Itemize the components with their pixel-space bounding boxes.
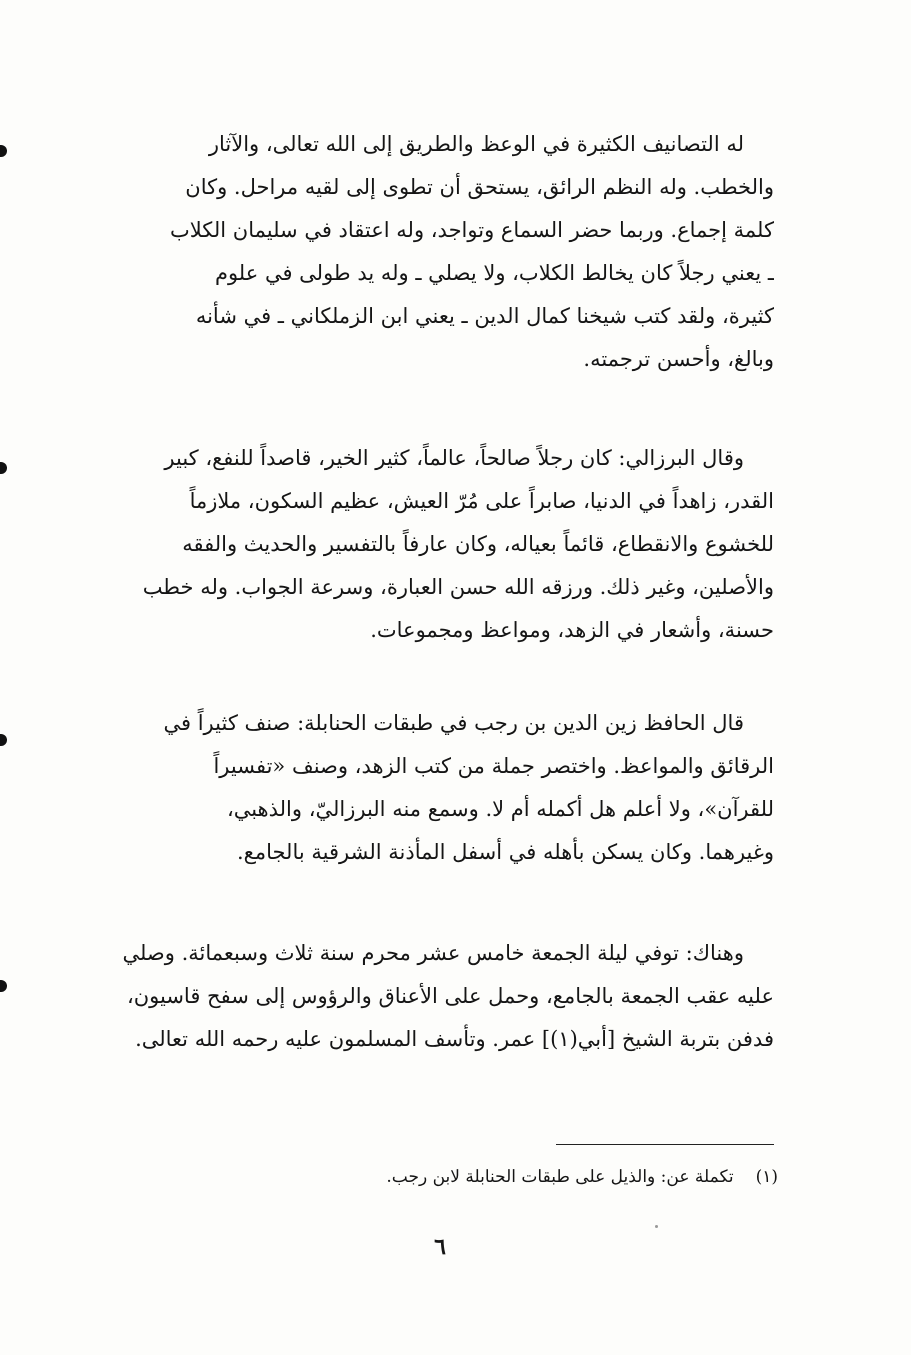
- text-line: قال الحافظ زين الدين بن رجب في طبقات الحنابلة: صنف كثيراً في: [163, 711, 744, 735]
- paragraph-2: [112, 437, 774, 652]
- page-number: ٦: [434, 1234, 446, 1260]
- text-line: كثيرة، ولقد كتب شيخنا كمال الدين ـ يعني ابن الزملكاني ـ في شأنه: [195, 304, 774, 328]
- binding-mark: [0, 980, 7, 992]
- text-line: عليه عقب الجمعة بالجامع، وحمل على الأعناق والرؤوس إلى سفح قاسيون،: [126, 984, 774, 1008]
- paragraph-4: [112, 932, 774, 1061]
- paragraph-1: [112, 123, 774, 381]
- footnote-number: (١): [755, 1167, 778, 1187]
- text-line: كلمة إجماع. وربما حضر السماع وتواجد، وله اعتقاد في سليمان الكلاب: [170, 218, 774, 242]
- text-line: القدر، زاهداً في الدنيا، صابراً على مُرّ العيش، عظيم السكون، ملازماً: [189, 489, 774, 513]
- binding-mark: [0, 462, 7, 474]
- paper-speck: [655, 1225, 658, 1228]
- text-line: الرقائق والمواعظ. واختصر جملة من كتب الزهد، وصنف «تفسيراً: [213, 754, 774, 778]
- footnote: [300, 1162, 778, 1192]
- footnote-text: تكملة عن: والذيل على طبقات الحنابلة لابن رجب.: [386, 1167, 734, 1187]
- binding-mark: [0, 734, 7, 746]
- text-line: فدفن بتربة الشيخ [أبي(١)] عمر. وتأسف المسلمون عليه رحمه الله تعالى.: [135, 1027, 774, 1051]
- text-line: للخشوع والانقطاع، قائماً بعياله، وكان عارفاً بالتفسير والحديث والفقه: [182, 532, 774, 556]
- text-line: حسنة، وأشعار في الزهد، ومواعظ ومجموعات.: [370, 618, 774, 642]
- text-line: والأصلين، وغير ذلك. ورزقه الله حسن العبارة، وسرعة الجواب. وله خطب: [142, 575, 774, 599]
- binding-mark: [0, 145, 7, 157]
- text-line: وقال البرزالي: كان رجلاً صالحاً، عالماً، كثير الخير، قاصداً للنفع، كبير: [164, 446, 744, 470]
- text-line: والخطب. وله النظم الرائق، يستحق أن تطوى إلى لقيه مراحل. وكان: [185, 175, 774, 199]
- paragraph-3: [112, 702, 774, 874]
- text-line: له التصانيف الكثيرة في الوعظ والطريق إلى الله تعالى، والآثار: [208, 132, 744, 156]
- text-line: وبالغ، وأحسن ترجمته.: [583, 347, 774, 371]
- text-line: للقرآن»، ولا أعلم هل أكمله أم لا. وسمع منه البرزاليّ، والذهبي،: [226, 797, 774, 821]
- footnote-separator: [556, 1144, 774, 1145]
- text-line: وهناك: توفي ليلة الجمعة خامس عشر محرم سنة ثلاث وسبعمائة. وصلي: [122, 941, 744, 965]
- text-line: وغيرهما. وكان يسكن بأهله في أسفل المأذنة الشرقية بالجامع.: [237, 840, 774, 864]
- text-line: ـ يعني رجلاً كان يخالط الكلاب، ولا يصلي ـ وله يد طولى في علوم: [214, 261, 774, 285]
